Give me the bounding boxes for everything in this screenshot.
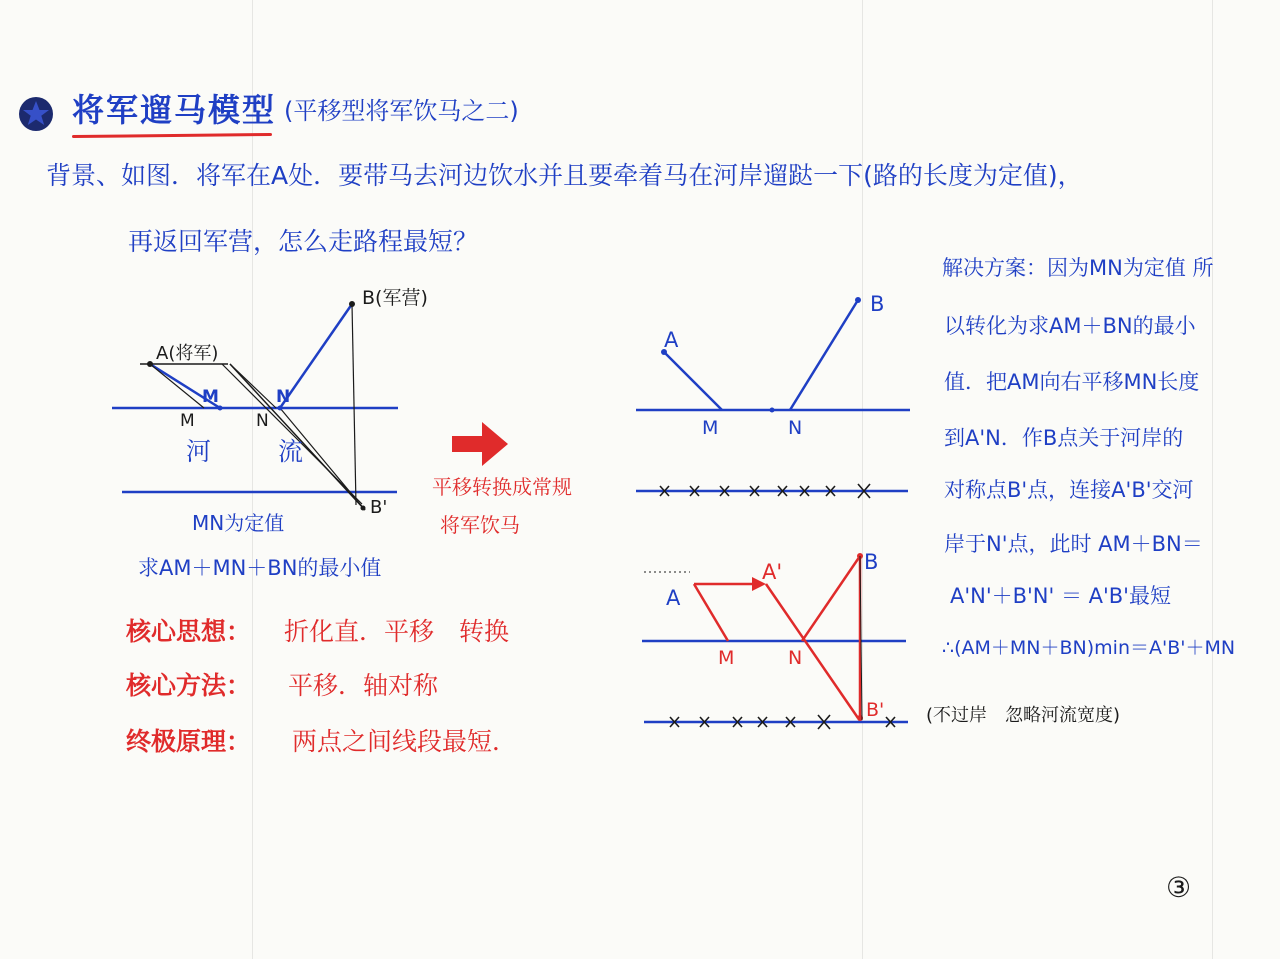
left-label-B-prime: B': [370, 497, 388, 518]
rb-label-A-prime: A': [762, 560, 783, 584]
solution-line-2: 以转化为求AM＋BN的最小: [944, 314, 1196, 338]
left-label-M-bottom: M: [180, 411, 195, 431]
rb-label-A: A: [666, 586, 681, 610]
solution-line-3: 值．把AM向右平移MN长度: [944, 370, 1200, 394]
background-line-2: 再返回军营，怎么走路程最短？: [128, 227, 479, 256]
right-arrow-icon: [452, 422, 508, 466]
rt-label-A: A: [664, 328, 679, 352]
left-label-river-1: 河: [186, 437, 212, 466]
left-label-M-top: M: [202, 387, 219, 407]
left-label-N-bottom: N: [256, 411, 269, 431]
left-label-river-2: 流: [278, 437, 304, 466]
core-idea-value: 折化直．平移 转换: [284, 617, 510, 646]
rb-label-M: M: [718, 647, 735, 669]
solution-line-1: 解决方案：因为MN为定值 所: [942, 256, 1214, 280]
solution-line-8: ∴(AM＋MN＋BN)min＝A'B'＋MN: [942, 637, 1236, 659]
page-subtitle: (平移型将军饮马之二): [284, 97, 519, 125]
solution-line-7: A'N'＋B'N' ＝ A'B'最短: [950, 584, 1171, 608]
rt-label-B: B: [870, 292, 885, 316]
solution-line-4: 到A'N．作B点关于河岸的: [944, 426, 1184, 450]
rb-label-B-prime: B': [866, 699, 885, 721]
core-idea-label: 核心思想：: [126, 617, 252, 646]
left-figure: [112, 301, 398, 511]
caption-question: 求AM＋MN＋BN的最小值: [138, 556, 382, 580]
rt-label-N: N: [788, 417, 803, 439]
solution-line-6: 岸于N'点，此时 AM＋BN＝: [944, 532, 1203, 556]
left-label-N-top: N: [276, 387, 291, 407]
rt-label-M: M: [702, 417, 719, 439]
page-title: 将军遛马模型: [72, 91, 277, 129]
background-line-1: 背景、如图．将军在A处．要带马去河边饮水并且要牵着马在河岸遛跶一下(路的长度为定值)，: [46, 161, 1083, 190]
caption-mn-fixed: MN为定值: [192, 511, 285, 535]
rb-label-B: B: [864, 550, 879, 574]
arrow-note-line-1: 平移转换成常规: [432, 475, 572, 499]
core-method-label: 核心方法：: [126, 671, 252, 700]
page-number: ③: [1166, 871, 1192, 904]
left-label-B: B(军营): [362, 287, 428, 309]
right-top-figure: [636, 297, 910, 491]
rb-label-N: N: [788, 647, 803, 669]
arrow-note-line-2: 将军饮马: [440, 513, 520, 537]
solution-line-5: 对称点B'点，连接A'B'交河: [944, 478, 1194, 502]
core-principle-value: 两点之间线段最短．: [292, 727, 518, 756]
rb-note: (不过岸 忽略河流宽度): [926, 705, 1121, 726]
core-method-value: 平移．轴对称: [288, 671, 439, 700]
left-label-A: A(将军): [156, 343, 219, 364]
core-principle-label: 终极原理：: [126, 727, 252, 756]
